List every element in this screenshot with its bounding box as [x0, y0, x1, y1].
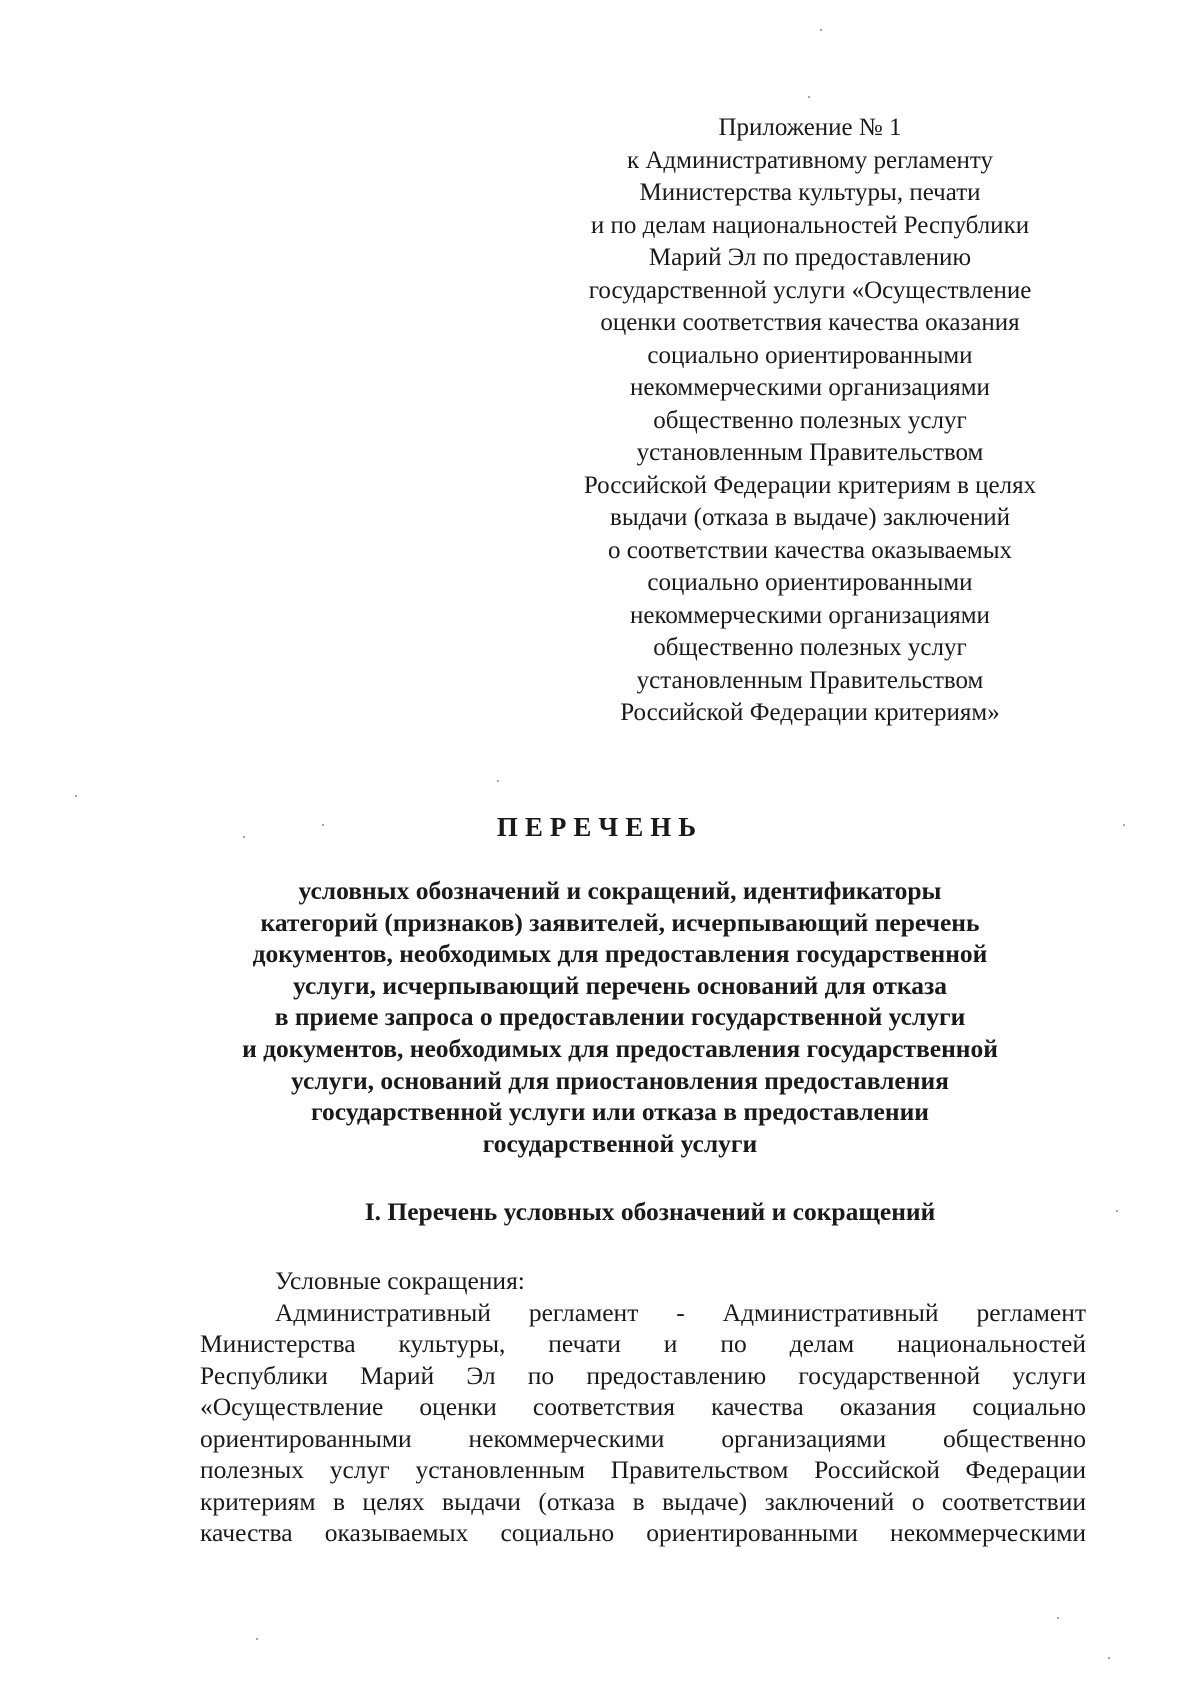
- document-subtitle: [180, 875, 1060, 1159]
- body-paragraph-line: критериям в целях выдачи (отказа в выдаче) заключений о соответствии: [200, 1486, 1086, 1516]
- appendix-line: Марий Эл по предоставлению: [648, 244, 972, 271]
- body-paragraph-line: «Осуществление оценки соответствия качества оказания социально: [200, 1392, 1086, 1421]
- appendix-line: социально ориентированными: [647, 569, 973, 596]
- appendix-line: Приложение № 1: [718, 114, 902, 141]
- body-paragraph-line: качества оказываемых социально ориентированными некоммерческими: [200, 1518, 1086, 1547]
- appendix-line: оценки соответствия качества оказания: [600, 309, 1020, 336]
- appendix-line: о соответствии качества оказываемых: [607, 536, 1013, 564]
- scan-speck: [1116, 1210, 1118, 1212]
- document-title: ПЕРЕЧЕНЬ: [496, 812, 704, 842]
- scan-speck: [75, 795, 77, 797]
- subtitle-line: государственной услуги: [482, 1128, 758, 1158]
- body-intro: Условные сокращения:: [275, 1266, 525, 1295]
- scan-speck: [1108, 1657, 1110, 1659]
- appendix-line: Российской Федерации критериям»: [620, 699, 1000, 726]
- subtitle-line: услуги, исчерпывающий перечень оснований для отказа: [293, 970, 947, 1000]
- appendix-line: общественно полезных услуг: [653, 634, 967, 661]
- subtitle-line: категорий (признаков) заявителей, исчерпывающий перечень: [260, 907, 980, 937]
- appendix-line: некоммерческими организациями: [630, 601, 990, 629]
- scan-speck: [497, 780, 499, 782]
- scan-speck: [256, 1638, 258, 1640]
- appendix-line: некоммерческими организациями: [630, 374, 990, 401]
- subtitle-line: условных обозначений и сокращений, идентификаторы: [298, 876, 942, 905]
- body-text: [200, 1265, 1086, 1549]
- subtitle-line: и документов, необходимых для предоставления государственной: [242, 1033, 998, 1063]
- appendix-line: государственной услуги «Осуществление: [588, 276, 1032, 304]
- body-paragraph-line: ориентированными некоммерческими организациями общественно: [200, 1423, 1086, 1453]
- scan-speck: [322, 824, 324, 826]
- appendix-line: и по делам национальностей Республики: [590, 211, 1030, 239]
- scan-speck: [1057, 1617, 1059, 1619]
- scan-speck: [1123, 824, 1125, 826]
- appendix-line: к Административному регламенту: [626, 146, 994, 174]
- appendix-line: установленным Правительством: [636, 666, 984, 694]
- subtitle-line: в приеме запроса о предоставлении государственной услуги: [274, 1002, 966, 1032]
- appendix-header: [560, 112, 1060, 730]
- subtitle-line: услуги, оснований для приостановления предоставления: [291, 1065, 949, 1095]
- body-paragraph-line: Административный регламент - Административный регламент: [275, 1297, 1086, 1327]
- body-paragraph-line: Республики Марий Эл по предоставлению государственной услуги: [200, 1360, 1086, 1390]
- section-heading: I. Перечень условных обозначений и сокращений: [364, 1197, 936, 1226]
- scan-speck: [808, 96, 810, 98]
- appendix-line: Российской Федерации критериям в целях: [583, 471, 1037, 499]
- subtitle-line: государственной услуги или отказа в предоставлении: [311, 1097, 929, 1127]
- appendix-line: выдачи (отказа в выдаче) заключений: [610, 504, 1010, 531]
- subtitle-line: документов, необходимых для предоставления государственной: [252, 939, 988, 969]
- scan-speck: [820, 29, 822, 31]
- appendix-line: социально ориентированными: [647, 341, 973, 369]
- body-paragraph-line: Министерства культуры, печати и по делам национальностей: [200, 1329, 1086, 1358]
- body-paragraph-line: полезных услуг установленным Правительством Российской Федерации: [200, 1455, 1086, 1484]
- appendix-line: Министерства культуры, печати: [639, 179, 981, 206]
- appendix-line: установленным Правительством: [636, 439, 984, 466]
- scan-speck: [243, 836, 245, 838]
- appendix-line: общественно полезных услуг: [653, 406, 967, 434]
